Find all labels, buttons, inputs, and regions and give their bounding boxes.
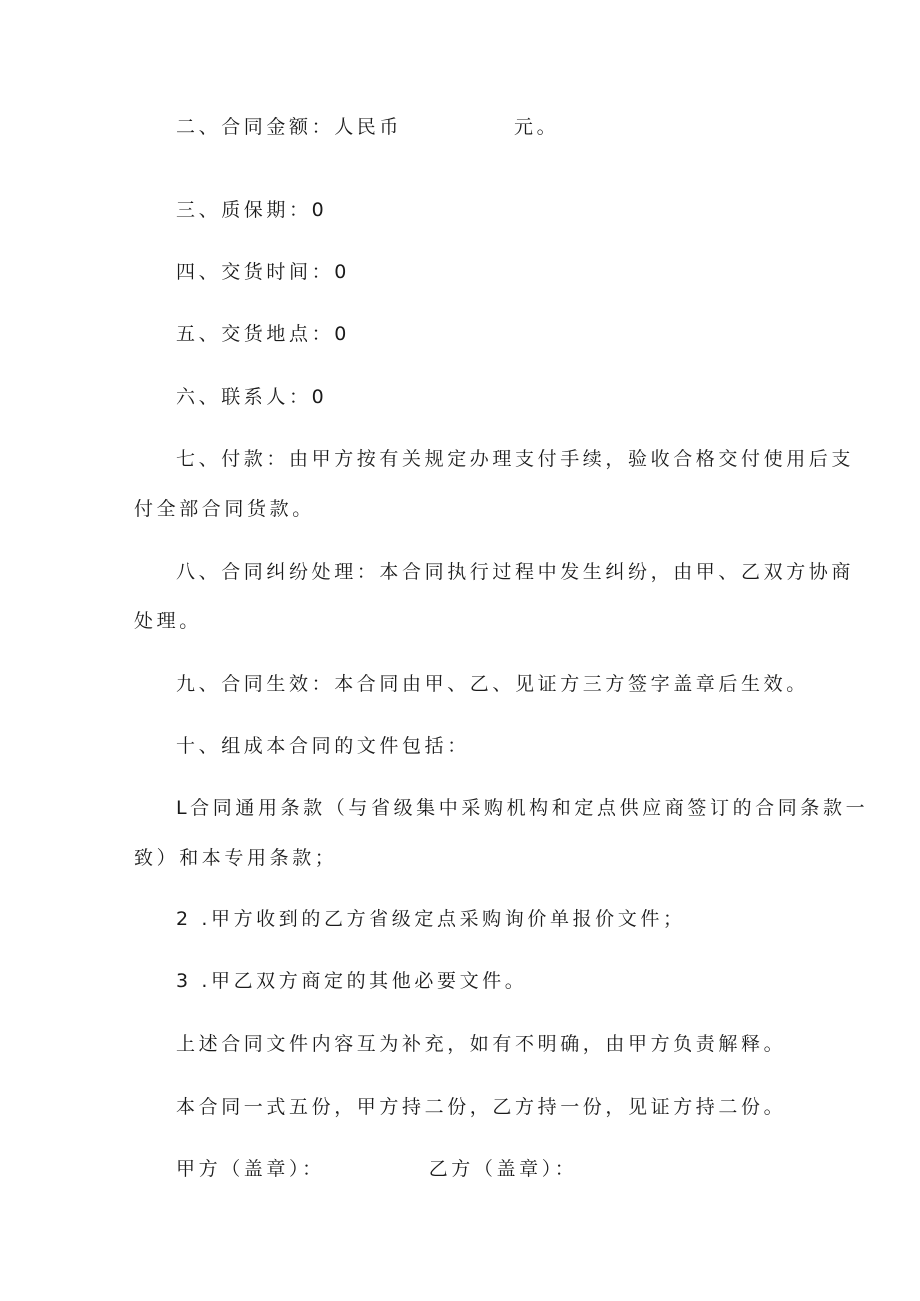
clause-payment-line2: 付全部合同货款。 bbox=[134, 498, 315, 520]
documents-item1-line1: L合同通用条款（与省级集中采购机构和定点供应商签订的合同条款一 bbox=[176, 797, 869, 819]
clause-documents: 十、组成本合同的文件包括： bbox=[176, 735, 470, 757]
clause-amount-suffix: 元。 bbox=[514, 116, 560, 138]
clause-warranty: 三、质保期：0 bbox=[176, 199, 328, 221]
clause-amount bbox=[176, 115, 559, 139]
clause-delivery-time: 四、交货时间：0 bbox=[176, 261, 350, 283]
signature-row bbox=[176, 1157, 577, 1181]
documents-item3: 3 .甲乙双方商定的其他必要文件。 bbox=[176, 970, 528, 992]
clause-dispute-line2: 处理。 bbox=[134, 610, 202, 632]
documents-item1-line2: 致）和本专用条款； bbox=[134, 847, 338, 869]
clause-delivery-place: 五、交货地点：0 bbox=[176, 323, 350, 345]
party-a-seal-label: 甲方（盖章）： bbox=[176, 1158, 325, 1180]
clause-dispute-line1: 八、合同纠纷处理：本合同执行过程中发生纠纷，由甲、乙双方协商 bbox=[176, 561, 855, 583]
clause-payment-line1: 七、付款：由甲方按有关规定办理支付手续，验收合格交付使用后支 bbox=[176, 448, 855, 470]
supplement-clause: 上述合同文件内容互为补充，如有不明确，由甲方负责解释。 bbox=[176, 1033, 787, 1055]
clause-contact: 六、联系人：0 bbox=[176, 386, 328, 408]
party-b-seal-label: 乙方（盖章）： bbox=[428, 1158, 578, 1180]
documents-item2: 2 .甲方收到的乙方省级定点采购询价单报价文件； bbox=[176, 908, 686, 930]
copies-clause: 本合同一式五份，甲方持二份，乙方持一份，见证方持二份。 bbox=[176, 1096, 787, 1118]
clause-amount-label: 二、合同金额：人民币 bbox=[176, 116, 403, 138]
clause-effect: 九、合同生效：本合同由甲、乙、见证方三方签字盖章后生效。 bbox=[176, 673, 809, 695]
